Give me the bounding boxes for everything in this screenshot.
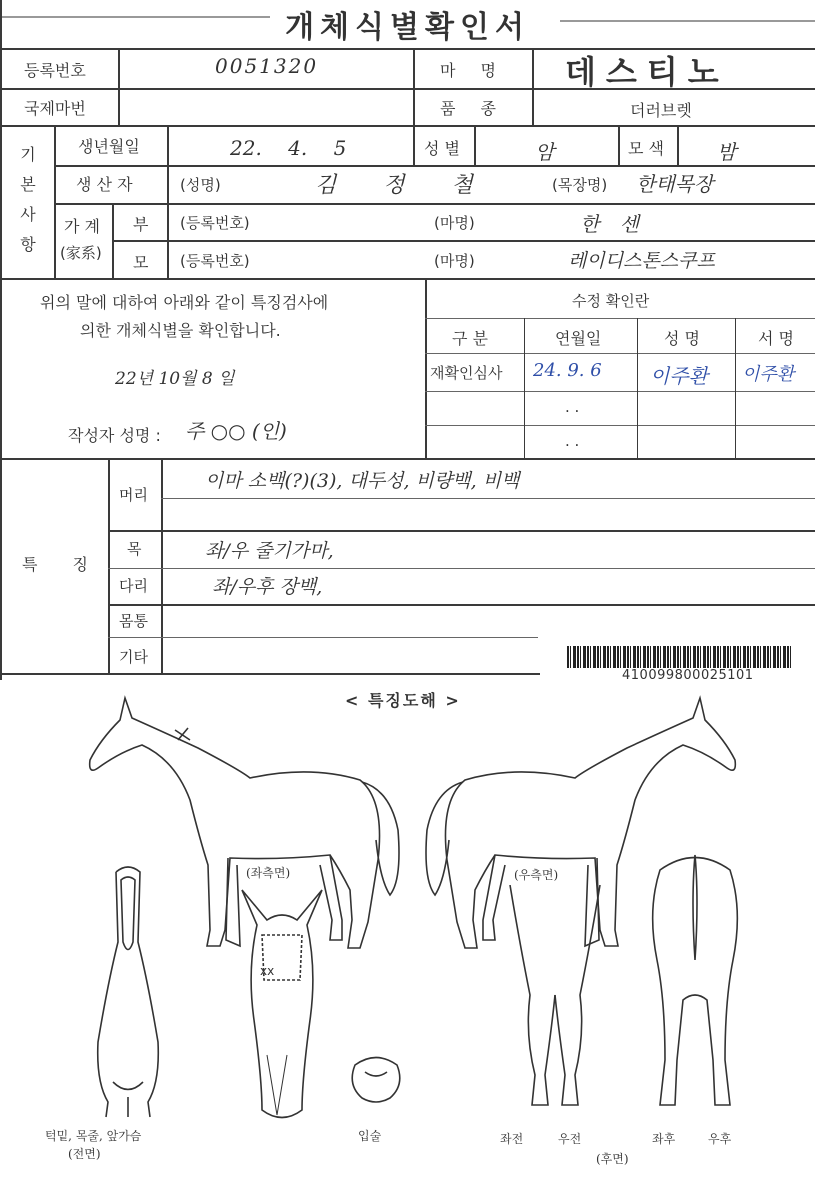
- sire-name-value[interactable]: 한 센: [580, 212, 639, 236]
- svg-text:xx: xx: [260, 964, 275, 978]
- row-rule: [425, 391, 815, 392]
- horse-name-label: 마 명: [440, 61, 496, 80]
- row-rule: [54, 165, 815, 167]
- feature-value-legs[interactable]: 좌/우후 장백,: [212, 576, 323, 598]
- coat-color-label: 모 색: [628, 139, 664, 158]
- rear-caption: (후면): [596, 1152, 629, 1166]
- col-rule: [54, 125, 56, 278]
- sire-name-prefix: (마명): [434, 214, 475, 232]
- amendment-title: 수정 확인란: [572, 292, 650, 310]
- registration-number-value[interactable]: 0051320: [215, 54, 319, 78]
- amendment-header-name: 성 명: [664, 329, 700, 348]
- lips-diagram: [345, 1050, 407, 1110]
- amendment-row1-date[interactable]: 24. 9. 6: [533, 360, 602, 381]
- feature-label-other: 기타: [119, 648, 148, 666]
- front-legs-diagram: [500, 885, 610, 1120]
- row-rule: [425, 425, 815, 426]
- col-rule: [532, 48, 534, 125]
- rear-leg-right-hind: 우후: [708, 1132, 732, 1146]
- row-rule: [54, 203, 815, 205]
- col-rule: [167, 125, 169, 278]
- amendment-row1-signature[interactable]: 이주환: [742, 364, 795, 385]
- breed-label: 품 종: [440, 99, 496, 118]
- row-rule: [0, 673, 540, 675]
- col-rule: [425, 278, 427, 458]
- rear-leg-left-front: 좌전: [500, 1132, 524, 1146]
- breeder-name-value[interactable]: 김 정 철: [315, 173, 473, 198]
- farm-name-prefix: (목장명): [552, 176, 608, 194]
- col-rule: [161, 458, 163, 673]
- left-side-label: (좌측면): [246, 866, 291, 880]
- frame-left: [0, 0, 2, 680]
- pedigree-hanja: (家系): [60, 244, 102, 262]
- sex-label: 성 별: [424, 139, 460, 158]
- head-front-diagram: [232, 880, 332, 1130]
- amendment-row3-date[interactable]: . .: [565, 432, 580, 450]
- row-rule: [108, 637, 538, 638]
- col-rule: [677, 125, 679, 165]
- dam-label: 모: [133, 253, 149, 272]
- col-rule: [118, 48, 120, 125]
- amendment-row1-name[interactable]: 이주환: [650, 364, 708, 388]
- front-neck-diagram: [88, 862, 168, 1122]
- row-rule: [108, 530, 815, 532]
- col-rule: [735, 318, 736, 458]
- barcode: [567, 646, 792, 668]
- feature-label-head: 머리: [119, 486, 148, 504]
- pedigree-label: 가 계: [64, 217, 100, 236]
- author-signature[interactable]: 주 ○○ (인): [185, 419, 287, 443]
- breeder-label: 생 산 자: [76, 175, 133, 194]
- document-title: 개체식별확인서: [285, 10, 530, 45]
- front-caption-line1: 턱밑, 목줄, 앞가슴: [45, 1129, 142, 1143]
- sire-label: 부: [133, 215, 149, 234]
- col-rule: [413, 48, 415, 165]
- feature-label-neck: 목: [127, 540, 142, 558]
- row-rule: [108, 568, 815, 569]
- coat-color-value[interactable]: 밤: [717, 140, 737, 164]
- amendment-header-signature: 서 명: [758, 329, 794, 348]
- row-rule: [0, 278, 815, 280]
- col-rule: [524, 318, 525, 458]
- feature-value-head[interactable]: 이마 소백(?)(3), 대두성, 비량백, 비백: [205, 470, 520, 492]
- row-rule: [0, 125, 815, 127]
- horse-name-value[interactable]: 데스티노: [565, 53, 729, 91]
- front-caption-line2: (전면): [68, 1147, 101, 1161]
- author-label: 작성자 성명 :: [68, 426, 161, 445]
- barcode-number: 410099800025101: [622, 668, 754, 683]
- rear-leg-left-hind: 좌후: [652, 1132, 676, 1146]
- features-section-label: 특 징: [22, 555, 88, 574]
- row-rule: [425, 318, 815, 319]
- col-rule: [474, 125, 476, 165]
- title-rule-left: [0, 16, 270, 18]
- amendment-header-date: 연월일: [555, 329, 602, 348]
- farm-name-value[interactable]: 한태목장: [636, 172, 714, 196]
- birth-date-value[interactable]: 22. 4. 5: [230, 136, 347, 160]
- statement-line-2: 의한 개체식별을 확인합니다.: [80, 321, 281, 340]
- statement-line-1: 위의 말에 대하여 아래와 같이 특징검사에: [40, 293, 329, 312]
- diagram-title: < 특징도해 >: [345, 691, 461, 710]
- birth-date-label: 생년월일: [78, 137, 140, 156]
- breed-value: 더러브렛: [630, 101, 692, 120]
- col-rule: [637, 318, 638, 458]
- dam-name-value[interactable]: 레이디스톤스쿠프: [568, 250, 715, 272]
- rear-leg-right-front: 우전: [558, 1132, 582, 1146]
- col-rule: [108, 458, 110, 673]
- intl-number-label: 국제마번: [24, 99, 86, 118]
- lips-caption: 입술: [358, 1129, 382, 1143]
- amendment-header-category: 구 분: [452, 329, 488, 348]
- breeder-name-prefix: (성명): [180, 176, 221, 194]
- amendment-row2-date[interactable]: . .: [565, 398, 580, 416]
- registration-number-label: 등록번호: [24, 61, 86, 80]
- rear-view-diagram: [645, 850, 745, 1120]
- dam-reg-prefix: (등록번호): [180, 252, 250, 270]
- sire-reg-prefix: (등록번호): [180, 214, 250, 232]
- row-rule: [0, 458, 815, 460]
- feature-label-legs: 다리: [119, 577, 148, 595]
- sex-value[interactable]: 암: [535, 140, 555, 164]
- amendment-row1-category: 재확인심사: [430, 364, 503, 382]
- confirmation-date[interactable]: 22년 10월 8 일: [115, 369, 235, 389]
- row-rule: [425, 353, 815, 354]
- right-side-label: (우측면): [514, 868, 559, 882]
- row-rule: [161, 498, 815, 499]
- basic-info-section-label: 기본사항: [20, 145, 36, 254]
- dam-name-prefix: (마명): [434, 252, 475, 270]
- row-rule: [108, 604, 815, 606]
- col-rule: [618, 125, 620, 165]
- feature-value-neck[interactable]: 좌/우 줄기가마,: [205, 540, 334, 562]
- feature-label-body: 몸통: [119, 612, 148, 630]
- row-rule: [112, 240, 815, 242]
- title-rule-right: [560, 20, 815, 22]
